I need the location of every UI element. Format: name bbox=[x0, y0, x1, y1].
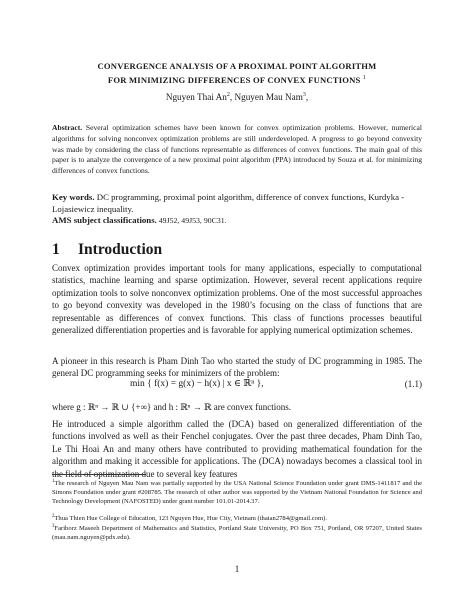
footnote-3-text: Fariborz Maseeh Department of Mathematics and Statistics, Portland State University, PO Box 751, Portland, OR 97207, United States (mau.nam.nguyen@pdx.edu). bbox=[52, 525, 422, 542]
author-2: Nguyen Mau Nam bbox=[234, 92, 303, 103]
title-footnote-mark: 1 bbox=[362, 75, 367, 81]
abstract bbox=[52, 123, 422, 177]
section-number: 1 bbox=[52, 241, 60, 258]
author-list bbox=[40, 92, 434, 102]
author-separator: , bbox=[229, 92, 235, 103]
abstract-label: Abstract. bbox=[52, 123, 83, 132]
footnote-1 bbox=[52, 478, 422, 507]
paragraph-3 bbox=[52, 401, 422, 413]
keywords-text: DC programming, proximal point algorithm, difference of convex functions, Kurdyka - Lojasiewicz inequality. bbox=[52, 192, 405, 214]
paragraph-4-text: He introduced a simple algorithm called the (DCA) based on generalized differentiation of the functions involved as well as their Fenchel conjugates. Over the past three decades, Pham Dinh Tao, Le Thi Hoai An and many others have contributed to providing mathematical foundation for the algorithm and making it accessible for applications. The (DCA) nowadays becomes a classical tool in the field of optimization due to several key features bbox=[52, 419, 422, 479]
ams-codes: 49J52, 49J53, 90C31. bbox=[156, 216, 227, 225]
footnote-3-mark: 3 bbox=[52, 524, 55, 529]
footnote-2-text: Thua Thien Hue College of Education, 123 Nguyen Hue, Hue City, Vietnam (thaian2784@gmail.com). bbox=[54, 515, 327, 523]
abstract-text: Several optimization schemes have been known for convex optimization problems. However, numerical algorithms for solving nonconvex optimization problems are still underdeveloped. A progress to go beyond convexity was made by considering the class of functions representable as differences of convex functions. The main goal of this paper is to analyze the convergence of a new proximal point algorithm (PPA) introduced by Souza et al. for minimizing differences of convex functions. bbox=[52, 123, 422, 176]
footnote-1-mark: 1 bbox=[52, 479, 55, 484]
ams-label: AMS subject classifications. bbox=[52, 215, 157, 225]
footnote-1-text: The research of Nguyen Mau Nam was partially supported by the USA National Science Foundation under grant DMS-1411817 and the Simons Foundation under grant #208785. The research of other author was supported by the Vietnam National Foundation for Science and Technology Development (NAFOSTED) under grant number 101.01-2014.37. bbox=[52, 480, 422, 505]
paragraph-1 bbox=[52, 262, 422, 336]
paragraph-2 bbox=[52, 355, 422, 380]
paragraph-2-text: A pioneer in this research is Pham Dinh Tao who started the study of DC programming in 1985. The general DC programming seeks for minimizers of the problem: bbox=[52, 356, 422, 379]
paragraph-3-text: where g : ℝⁿ → ℝ ∪ {+∞} and h : ℝⁿ → ℝ are convex functions. bbox=[52, 402, 291, 412]
section-title: Introduction bbox=[78, 241, 163, 258]
paragraph-4 bbox=[52, 418, 422, 480]
page-number: 1 bbox=[234, 564, 240, 574]
author-1: Nguyen Thai An bbox=[165, 92, 227, 103]
footnote-2-mark: 2 bbox=[52, 514, 55, 519]
title-line-1: CONVERGENCE ANALYSIS OF A PROXIMAL POINT ALGORITHM bbox=[97, 61, 377, 71]
keywords-label: Key words. bbox=[52, 192, 95, 202]
title-line-2 bbox=[40, 72, 434, 86]
section-heading bbox=[52, 241, 162, 259]
equation-number: (1.1) bbox=[404, 379, 422, 389]
title-line-2-text: FOR MINIMIZING DIFFERENCES OF CONVEX FUNCTIONS bbox=[107, 74, 361, 85]
equation-1-1 bbox=[52, 378, 422, 398]
equation-body: min { f(x) = g(x) − h(x) | x ∈ ℝⁿ }, bbox=[130, 379, 264, 389]
author-1-mark: 2 bbox=[226, 92, 230, 98]
footnote-3 bbox=[52, 523, 422, 543]
author-end: , bbox=[305, 92, 309, 103]
author-2-mark: 3 bbox=[302, 92, 306, 98]
paragraph-1-text: Convex optimization provides important tools for many applications, especially to computational statistics, machine learning and sparse optimization. However, several recent applications require optimization tools to solve nonconvex optimization problems. One of the most successful approaches to go beyond convexity was developed in the 1980’s focusing on the class of functions that are representable as differences of convex functions. This class of functions processes beautiful generalized differentiation properties and is favorable for applying numerical optimization schemes. bbox=[52, 263, 422, 336]
paper-title bbox=[40, 60, 434, 86]
ams-classification bbox=[52, 215, 422, 227]
keywords bbox=[52, 192, 422, 215]
footnote-rule bbox=[52, 474, 146, 475]
